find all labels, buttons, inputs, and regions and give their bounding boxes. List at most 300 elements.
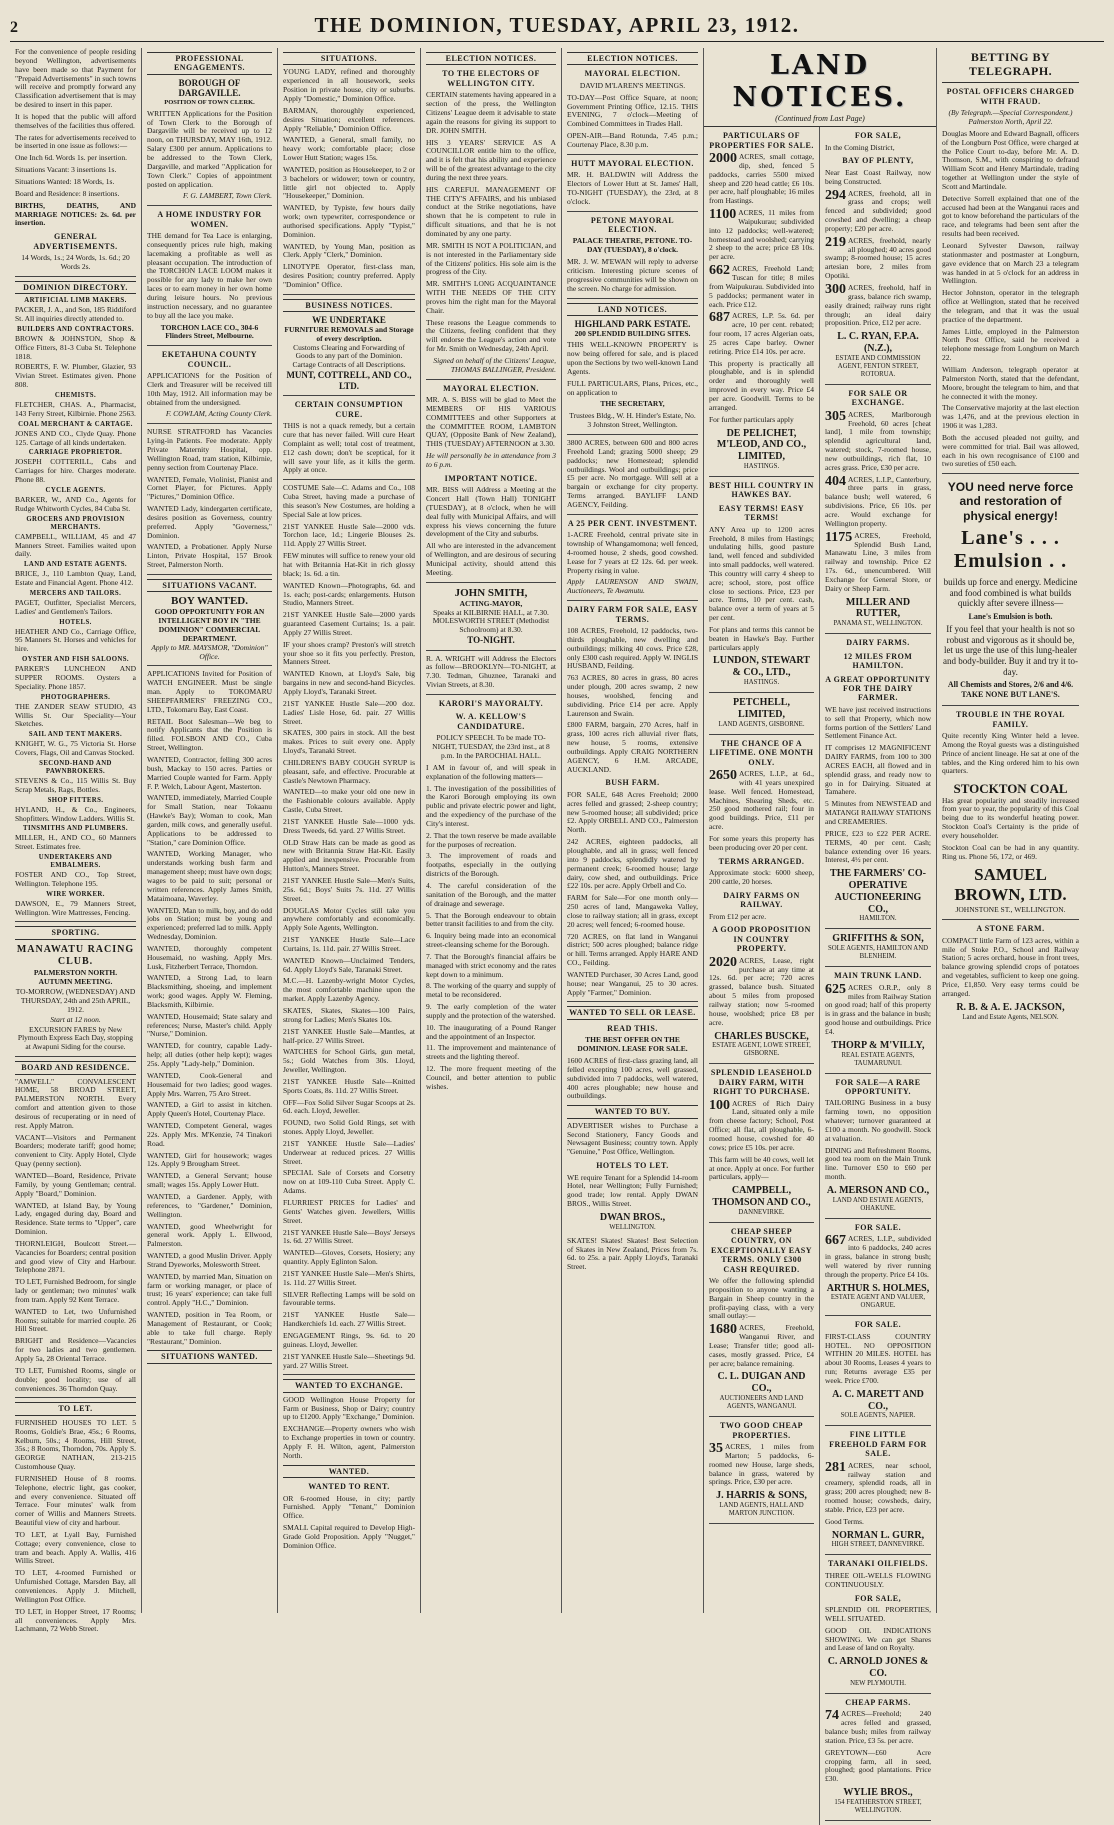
sale-ad: 21ST YANKEE Hustle Sale—Knitted Sports Coats, 8s. 11d. 27 Willis Street. bbox=[283, 1076, 415, 1095]
land-ad bbox=[709, 312, 814, 356]
tolet-title: TO LET. bbox=[15, 1402, 136, 1415]
land-agent-firm bbox=[825, 1656, 931, 1688]
vacant-ad: WANTED, for country, capable Lady-help; all duties (other help kept); wages 25s. Apply "Lady-help," Dominion. bbox=[147, 1041, 272, 1068]
directory-entry: FLETCHER, CHAS. A., Pharmacist, 143 Ferry Street, Kilbirnie. Phone 2563. bbox=[15, 399, 136, 418]
land-ad bbox=[709, 1324, 814, 1368]
wright-notice: R. A. WRIGHT will Address the Electors as follow—BROOKLYN—TO-NIGHT, at 7.30. Tedman, Ghuznee, Taranaki and Vivian Streets, at 8.30. bbox=[426, 653, 556, 690]
general-head: GENERAL ADVERTISEMENTS. bbox=[33, 232, 118, 251]
bush-farm-head: BUSH FARM. bbox=[605, 778, 660, 788]
land-agent-firm bbox=[709, 1490, 814, 1518]
land-section-head: CHEAP SHEEP COUNTRY, ON EXCEPTIONALLY EASY TERMS. ONLY £300 CASH REQUIRED. bbox=[710, 1226, 813, 1274]
land-text: ANY Area up to 1200 acres Freehold, 8 miles from Hastings; undulating hills, good pasture land, well fenced and subdivided into small paddocks, well watered. This country will carry 4 sheep to acre; school, store, post office close to sections. Price, £23 per acre. Terms, 10 per cent. cash, balance over a term of years at 5 per cent. bbox=[709, 524, 814, 623]
land-section-head: CHEAP FARMS. bbox=[845, 1697, 911, 1707]
directory-category: SECOND-HAND AND PAWNBROKERS. bbox=[39, 759, 112, 775]
sale-ad: 21ST YANKEE Hustle Sale—Ladies' Underwear at reduced prices. 27 Willis Street. bbox=[283, 1138, 415, 1166]
land-agent-sub: ESTATE AND COMMISSION AGENT, FENTON STREET, ROTORUA. bbox=[835, 354, 921, 378]
exchange-head: WANTED TO EXCHANGE. bbox=[283, 1379, 415, 1392]
situation-ad: BARMAN, thoroughly experienced, desires Situation; excellent references. Apply "Reliable," Dominion Office. bbox=[283, 105, 415, 133]
lease-head: WANTED TO SELL OR LEASE. bbox=[567, 1006, 698, 1019]
race-club: MANAWATU RACING CLUB. bbox=[16, 943, 135, 967]
wanted-ad: WANTED, a Probationer. Apply Nurse Linton, Private Hospital, 157 Brook Street, Palmerston North. bbox=[147, 542, 272, 570]
land-notices bbox=[704, 48, 937, 1814]
land-agent-firm bbox=[709, 697, 814, 729]
vacant-ad: WANTED, Competent General, wages 22s. Apply Mrs. M'Kenzie, 74 Tinakori Road. bbox=[147, 1121, 272, 1148]
land-text: Near East Coast Railway, now being Constructed. bbox=[825, 167, 931, 186]
exchange-text: GOOD Wellington House Property for Farm or Business, Shop or Dairy; country up to £1200. Apply "Exchange," Dominion. bbox=[283, 1394, 415, 1422]
land-ad-acres: 1175 bbox=[825, 529, 853, 545]
land-agent-sub: SOLE AGENTS, NAPIER. bbox=[840, 1412, 916, 1420]
news-paragraph: William Anderson, telegraph operator at Palmerston North, stated that the defendant, Moore, brought the telegram to him, and that he connected it with the money. bbox=[942, 364, 1079, 401]
policy-item: 3. The improvement of roads and footpaths, especially in the outlying districts of the Borough. bbox=[426, 851, 556, 879]
land-divider bbox=[825, 1693, 931, 1694]
land-section-head: TWO GOOD CHEAP PROPERTIES. bbox=[719, 1421, 803, 1440]
land-agent-name: NORMAN L. GURR, bbox=[831, 1529, 925, 1541]
policy-item: 7. That the Borough's financial affairs be managed with strict economy and the rates kept down to a minimum. bbox=[426, 951, 556, 979]
board-ad: TO LET, Furnished Bedroom, for single lady or gentleman; two minutes' walk from tram. Apply 92 Kent Terrace. bbox=[15, 1277, 136, 1304]
election-head-2: ELECTION NOTICES. bbox=[567, 52, 698, 65]
policy-item: 1. The investigation of the possibilities of the Karori Borough employing its own public and private electric power and light, and the expediency of the purchase of the City's interest. bbox=[426, 783, 556, 828]
land-ad-text: ACRES, freehold, nearly all ploughed; 40 acres good swamp; 8-roomed house; 15 acres artesian bore, 2 miles from Opotiki. bbox=[825, 235, 931, 281]
dairy-head: DAIRY FARM FOR SALE, EASY TERMS. bbox=[567, 605, 698, 624]
laurenson: Apply LAURENSON AND SWAIN, Auctioneers, Te Awamutu. bbox=[567, 577, 698, 596]
land-agent-name: C. L. DUIGAN AND CO., bbox=[717, 1371, 806, 1395]
land-ad-acres: 300 bbox=[825, 282, 846, 297]
directory-entry: PARKER'S LUNCHEON AND SUPPER ROOMS. Oysters a Speciality. Phone 1857. bbox=[15, 664, 136, 691]
vacant-ad: WANTED, Girl for housework; wages 12s. Apply 9 Brougham Street. bbox=[147, 1150, 272, 1169]
maclaren-text: TO-DAY—Post Office Square, at noon; Government Printing Office, 12.15. THIS EVENING, 7 o'clock—Meeting of Combined Committees in Trades Hall. bbox=[567, 92, 698, 129]
acres-3800: 3800 ACRES, between 600 and 800 acres Freehold Land; grazing 5000 sheep; 29 paddocks; new Homestead; splendid outbuildings. Wool and outbuildings; price £5 per acre. No mortgage. Will sell at a bargain or exchange for city property. Terms arranged. BAYLIFF LAND AGENCY, Feilding. bbox=[567, 438, 698, 509]
land-agent-firm bbox=[825, 597, 931, 629]
land-divider bbox=[709, 1222, 814, 1223]
land-ad bbox=[709, 1440, 814, 1487]
directory-category: HOTELS. bbox=[59, 618, 92, 626]
land-agent-firm bbox=[825, 1530, 931, 1550]
land-ad bbox=[825, 529, 931, 594]
columns bbox=[10, 47, 1104, 1814]
open-air-text: OPEN-AIR—Band Rotunda, 7.45 p.m.; Courtenay Place, 8.30 p.m. bbox=[567, 131, 698, 149]
land-ad-acres: 219 bbox=[825, 234, 846, 250]
land-divider bbox=[825, 1073, 931, 1074]
sale-ad: FLURRIEST PRICES for Ladies' and Gents' Watches given. Jewellers, Willis Street. bbox=[283, 1198, 415, 1225]
maclaren-head: DAVID M'LAREN'S MEETINGS. bbox=[579, 80, 686, 90]
land-divider bbox=[709, 692, 814, 693]
board-ad: VACANT—Visitors and Permanent Boarders; moderate tariff; good home; convenient to City. Apply Hotel, Clyde Quay (penny section). bbox=[15, 1132, 136, 1169]
land-ad bbox=[825, 981, 931, 1037]
vacant-ad: WANTED, position in Tea Room, or Management of Restaurant, or Cook; able to take full charge. Reply "Restaurant," Dominion. bbox=[147, 1310, 272, 1346]
land-section-head: FOR SALE, bbox=[854, 131, 902, 141]
land-section-head: FOR SALE—A RARE OPPORTUNITY. bbox=[835, 1077, 921, 1096]
land-section-head: DAIRY FARMS. bbox=[846, 638, 910, 648]
newspaper-title: THE DOMINION, TUESDAY, APRIL 23, 1912. bbox=[314, 13, 800, 38]
stone-text: COMPACT little Farm of 123 acres, within a mile of Stoke P.O., School and Railway Station; 5 acres orchard, house in front trees, balance growing splendid crops of potatoes and vegetables, sufficient to keep one going. Price, £1,850. Very easy terms could be arranged. bbox=[942, 935, 1079, 998]
land-ad bbox=[825, 408, 931, 473]
biss-notice: MR. A. S. BISS will be glad to Meet the MEMBERS OF HIS VARIOUS COMMITTEES and other Supporters at the COMMITTEE ROOM, LAMBTON QUAY, (Opposite Bank of New Zealand), THIS (TUESDAY) AFTERNOON at 3.30. bbox=[426, 395, 556, 449]
sale-ad: 21ST YANKEE Hustle Sale—200 doz. Ladies' Lisle Hose, 6d. pair. 27 Willis Street. bbox=[283, 698, 415, 726]
land-ad-text: ACRES, Freehold, Splendid Bush Land, Manawatu Line, 3 miles from railway and township. Price £2 17s. 6d., unencumbered. Will Exchange for General Store, or Dairy or Sheep Farm. bbox=[825, 530, 931, 593]
land-notices-head: LAND NOTICES. bbox=[567, 303, 698, 316]
vacant-ad: WANTED, good Wheelwright for general work. Apply L. Ellwood, Palmerston. bbox=[147, 1221, 272, 1249]
directory-list bbox=[15, 297, 136, 917]
karori-head: KARORI'S MAYORALTY. bbox=[438, 699, 544, 709]
vacant-ad: WANTED, thoroughly competent Housemaid, no washing. Apply Mrs. Lusk, Fitzherbert Terrace, Thorndon. bbox=[147, 943, 272, 971]
sale-ad: 21ST YANKEE Hustle Sale—Sheetings 9d. yard. 27 Willis Street. bbox=[283, 1351, 415, 1370]
land-text: For some years this property has been producing over 20 per cent. bbox=[709, 833, 814, 852]
land-text: THREE OIL-WELLS FLOWING CONTINUOUSLY. bbox=[825, 1570, 931, 1589]
directory-entry: BRICE, J., 110 Lambton Quay, Land, Estate and Financial Agent. Phone 412. bbox=[15, 569, 136, 588]
land-section-head: PARTICULARS OF PROPERTIES FOR SALE. bbox=[709, 131, 814, 150]
policy-item: 8. The working of the quarry and supply of metal to be reconsidered. bbox=[426, 981, 556, 1000]
farm-sale: FARM for Sale—For one month only—250 acres of land, Mangaweka Valley, close to railway station; all in grass, except 20 acres; well fenced; 6-roomed house. bbox=[567, 893, 698, 929]
dwan-sub: WELLINGTON. bbox=[609, 1223, 656, 1231]
board-ad: BRIGHT and Residence—Vacancies for two ladies and two gentlemen. Apply 5a, 28 Oriental Terrace. bbox=[15, 1336, 136, 1364]
board-ad: WANTED, at Island Bay, by Young Lady, engaged during day, Board and Residence. State terms to "Upper", care Dominion. bbox=[15, 1200, 136, 1237]
directory-category: LAND AND ESTATE AGENTS. bbox=[24, 561, 127, 569]
land-agent-name: CHARLES BUSCKE, bbox=[714, 1030, 809, 1042]
jackson-firm: R. B. & A. E. JACKSON, bbox=[956, 1001, 1065, 1013]
vacant-ad: WANTED, a Girl to assist in kitchen. Apply Queen's Hotel, Courtenay Place. bbox=[147, 1100, 272, 1119]
land-ad bbox=[709, 153, 814, 206]
board-list bbox=[15, 1078, 136, 1394]
directory-entry: DAWSON, E., 79 Manners Street, Wellington. Wire Mattresses, Fencing. bbox=[15, 898, 136, 917]
land-agent-firm bbox=[825, 1787, 931, 1815]
highland-head: HIGHLAND PARK ESTATE. bbox=[574, 318, 691, 329]
sale-ad: WANTED Known—Unclaimed Tenders, 6d. Apply Lloyd's Sale, Taranaki Street. bbox=[283, 955, 415, 974]
nurse-ad: NURSE STRATFORD has Vacancies Lying-in Patients. Fee moderate. Apply Private Maternity Hospital, opp. Wellington Road, tram station, Kilbirnie, penny section from Courtenay Place. bbox=[147, 427, 272, 472]
land-divider bbox=[825, 1218, 931, 1219]
lane-l4: Lane's Emulsion is both. bbox=[968, 611, 1053, 621]
directory-category: SHOP FITTERS. bbox=[47, 796, 104, 804]
sale-ad: 21ST YANKEE Hustle Sale—1000 yds. Dress Tweeds, 6d. yard. 27 Willis Street. bbox=[283, 816, 415, 835]
land-agent-name: CAMPBELL, THOMSON AND CO., bbox=[712, 1185, 811, 1209]
board-ad: TO LET, Furnished Rooms, single or double; good locality; use of all conveniences. 36 Thorndon Quay. bbox=[15, 1365, 136, 1393]
race-meeting bbox=[15, 944, 136, 1052]
directory-category: UNDERTAKERS AND EMBALMERS. bbox=[38, 854, 113, 870]
sale-ad: OLD Straw Hats can be made as good as new with Britannia Straw Hat-Kit. Easily applied and inexpensive. Procurable from Hutton's, Manners Street. bbox=[283, 837, 415, 874]
land-agent-sub: NEW PLYMOUTH. bbox=[850, 1679, 906, 1687]
league-notice: HIS CAREFUL MANAGEMENT OF THE CITY'S AFFAIRS, and his unbiased conduct at the Strike negotiations, have shown that he is competent to rule in difficult situations, and that he is not dominated by any one party. bbox=[426, 184, 556, 238]
land-ad-acres: 35 bbox=[709, 1440, 723, 1456]
land-ad-text: ACRES—Freehold; 240 acres felled and grassed, balance bush; miles from railway station. Price, £3 5s. per acre. bbox=[825, 1709, 931, 1745]
land-text: PRICE, £23 to £22 PER ACRE. TERMS, 40 per cent. Cash; balance extending over 16 years. Interest, 4½ per cent. bbox=[825, 828, 931, 865]
particulars-text: FULL PARTICULARS, Plans, Prices, etc., on application to bbox=[567, 378, 698, 397]
tonight-label: TO-NIGHT. bbox=[467, 635, 515, 646]
directory-category: OYSTER AND FISH SALOONS. bbox=[21, 656, 130, 664]
land-agent-sub: SOLE AGENTS, HAMILTON AND BLENHEIM. bbox=[827, 945, 929, 961]
land-section-head: FINE LITTLE FREEHOLD FARM FOR SALE. bbox=[829, 1430, 927, 1459]
petone-head: PETONE MAYORAL ELECTION. bbox=[590, 215, 675, 235]
land-ad-text: ACRES, 1 miles from Marton; 5 paddocks, 6-roomed new House, large sheds, balance in grass, watered by springs. Price, £30 per acre. bbox=[709, 1441, 814, 1487]
directory-entry: PACKER, J. A., and Son, 185 Riddiford St. All inquiries directly attended to. bbox=[15, 305, 136, 324]
home-industry-sig: TORCHON LACE CO., 304-6 Flinders Street, Melbourne. bbox=[160, 322, 259, 341]
league-notice: MR. SMITH'S LONG ACQUAINTANCE WITH THE NEEDS OF THE CITY proves him the right man for the Mayoral Chair. bbox=[426, 279, 556, 315]
customs-text: Customs Clearing and Forwarding of Goods to any part of the Dominion. Cartage Contracts of all Descriptions. bbox=[292, 342, 406, 370]
land-divider bbox=[825, 966, 931, 967]
borough-name: BOROUGH OF DARGAVILLE. bbox=[178, 77, 241, 99]
sale-ad: WANTED—to make your old one new in the Fashionable colours available. Apply Castle, Cuba Street. bbox=[283, 787, 415, 815]
column-professional bbox=[142, 48, 278, 1613]
dwan-firm: DWAN BROS., bbox=[599, 1211, 666, 1223]
land-section-head: BEST HILL COUNTRY IN HAWKES BAY. bbox=[709, 480, 814, 500]
land-agent-firm bbox=[709, 1371, 814, 1411]
land-text: In the Coming District, bbox=[825, 142, 895, 152]
land-ad-acres: 281 bbox=[825, 1459, 846, 1475]
land-ad-text: ACRES, L.I.P., Canterbury, three parts in grass, balance bush; well watered, 6 subdivisions. Price, £6 10s. per acre. Would exchange for Wellington property. bbox=[825, 474, 931, 528]
rent-text-2: SMALL Capital required to Develop High-Grade Gold Proposition. Apply "Nugget," Dominion Office. bbox=[283, 1523, 415, 1550]
sale-ad: SPECIAL Sale of Corsets and Corsetry now on at 109-110 Cuba Street. Apply C. Adams. bbox=[283, 1168, 415, 1196]
land-ad-text: ACRES of Rich Dairy Land, situated only a mile from cheese factory; School, Post Office; all flat, all ploughable, 6-roomed house, cowshed for 40 cows; price £5 10s. per acre. bbox=[709, 1098, 814, 1152]
stockton-text: Has great popularity and steadily increased from year to year, the popularity of this Coal being due to its wonderful heating power. Stockton Coal's Certainty is the pride of every householder. bbox=[942, 795, 1079, 840]
land-divider bbox=[825, 1554, 931, 1555]
land-ad bbox=[825, 234, 931, 281]
lane-l3: builds up force and energy. Medicine and food combined is what builds quickly after severe illness— bbox=[943, 576, 1078, 609]
land-ad-text: ACRES, Freehold Land; Tuscan for title; 8 miles from Waipukurau. Subdivided into 5 paddocks; permanent water in each. Price £12. bbox=[709, 264, 814, 309]
land-ad-acres: 404 bbox=[825, 473, 846, 489]
land-agent-sub: HAMILTON. bbox=[859, 915, 897, 923]
land-text: Good Terms. bbox=[825, 1516, 864, 1526]
land-section-head: MAIN TRUNK LAND. bbox=[834, 971, 922, 981]
wanted-head: SITUATIONS WANTED. bbox=[147, 1350, 272, 1363]
royal-head: TROUBLE IN THE ROYAL FAMILY. bbox=[956, 710, 1065, 729]
sale-ad: SKATES, Skates, Skates—100 Pairs, strong for Ladies; Men's Skates 10s. bbox=[283, 1005, 415, 1024]
general-rates: 14 Words, 1s.; 24 Words, 1s. 6d.; 20 Words 2s. bbox=[21, 253, 130, 271]
situations-head: SITUATIONS. bbox=[283, 52, 415, 65]
policy-item: 9. The early completion of the water supply and the protection of the watershed. bbox=[426, 1002, 556, 1020]
directory-entry: BROWN & JOHNSTON, Shop & Office Fitters, 81-3 Cuba St. Telephone 1818. bbox=[15, 333, 136, 361]
land-ad-text: ACRES, 11 miles from Waipukurau; subdivided into 12 paddocks; well-watered; homestead and woolshed; carrying 2 sheep to the acre; price £8 10s. per acre. bbox=[709, 208, 814, 262]
land-ad bbox=[825, 1235, 931, 1279]
sale-ad: 21ST YANKEE Hustle Sale—2000 yards guaranteed Casement Curtains; 1s. a pair. Apply 27 Willis Street. bbox=[283, 610, 415, 637]
situation-ad: WANTED, by Young Man, position as Clerk. Apply "Clerk," Dominion. bbox=[283, 241, 415, 260]
vacant-ad: RETAIL Boot Salesman—We beg to notify Applicants that the Position is filled. FOLSBON AND CO., Cuba Street, Wellington. bbox=[147, 716, 272, 753]
land-ad-acres: 625 bbox=[825, 981, 846, 997]
ewan-800: £800 FARM, bargain, 270 Acres, half in grass, 100 acres rich alluvial river flats, new house, 5 rooms, extensive outbuildings. Apply CRAIG NORTHERN AGENCY, 6 H.M. ARCADE, AUCKLAND. bbox=[567, 720, 698, 774]
professional-head: PROFESSIONAL ENGAGEMENTS. bbox=[147, 52, 272, 75]
wellknown-text: THIS WELL-KNOWN PROPERTY is now being offered for sale, and is placed upon the Sections by two well-known Land Agents. bbox=[567, 340, 698, 376]
boy-wanted-apply: Apply to MR. MAYSMOR, "Dominion" Office. bbox=[151, 642, 268, 661]
smith-sub: ACTING-MAYOR, bbox=[459, 598, 523, 608]
land-ad-text: ACRES, freehold, half in grass, balance rich swamp, easily drained; railway runs right through; an ideal dairy proposition. Price, £12 per acre. bbox=[825, 283, 931, 328]
county-head: EKETAHUNA COUNTY COUNCIL. bbox=[161, 350, 258, 369]
land-text: GOOD OIL INDICATIONS SHOWING. We can get Shares and Lease of land on Royalty. bbox=[825, 1625, 931, 1653]
sale-ad: SKATES, 300 pairs in stock. All the best makes. Prices to suit every one. Apply Lloyd's, Taranaki Street. bbox=[283, 728, 415, 756]
vacant-ad: APPLICATIONS Invited for Position of WATCH ENGINEER. Must be single man. Apply to TOKOMARU SHEEPFARMERS' FREEZING CO., LTD., Tokomaru Bay, East Coast. bbox=[147, 669, 272, 714]
land-ad-text: ACRES, Lease, right purchase at any time at 12s. 6d. per acre; 720 acres grassed, balance bush. Situated about 5 miles from proposed railway station; now 5-roomed house, woolshed; price £8 per acre. bbox=[709, 955, 814, 1027]
directory-entry: HYLAND, H., & Co., Engineers, Shopfitters. Window Ladders. Willis St. bbox=[15, 804, 136, 823]
land-ad-acres: 662 bbox=[709, 263, 730, 279]
smith-head: JOHN SMITH, bbox=[454, 586, 528, 599]
sale-ad: 21ST YANKEE Hustle Sale—Men's Suits, 25s. 6d.; Boys' Suits 7s. 11d. 27 Willis Street. bbox=[283, 876, 415, 903]
land-agent-sub: REAL ESTATE AGENTS, TAUMARUNUI. bbox=[841, 1051, 915, 1067]
league-notice: MR. SMITH IS NOT A POLITICIAN, and is not interested in the Parliamentary side of the Citizens' politics. His sole aim is the progress of the City. bbox=[426, 240, 556, 277]
page-number: 2 bbox=[10, 19, 18, 37]
land-agent-firm bbox=[825, 1283, 931, 1311]
land-ad bbox=[709, 209, 814, 262]
policy-item: 2. That the town reserve be made available for the purposes of recreation. bbox=[426, 830, 556, 849]
land-ad-text: ACRES, small cottage, dip, shed, fenced 5 paddocks, carries 5500 mixed sheep and 220 head cattle; £6 10s. per acre, half ploughable; 16 miles from Hastings. bbox=[709, 152, 814, 206]
tolet-ad: TO LET, in Hopper Street, 17 Rooms; all conveniences. Apply Mrs. Lachmann, 72 Webb Street. bbox=[15, 1606, 136, 1634]
land-section-head: FOR SALE. bbox=[854, 1222, 902, 1232]
sale-ad: 21ST YANKEE Hustle Sale—Mantles, at half-price. 27 Willis Street. bbox=[283, 1026, 415, 1045]
land-ad-acres: 2000 bbox=[709, 151, 737, 167]
sites-head: 200 SPLENDID BUILDING SITES. bbox=[574, 328, 691, 338]
land-agent-firm bbox=[825, 868, 931, 923]
acres-1600: 1600 ACRES of first-class grazing land, all felled excepting 100 acres, well grassed, subdivided into 7 paddocks, well watered, 400 acres ploughable; new house and outbuildings. bbox=[567, 1056, 698, 1101]
land-text: IT comprises 12 MAGNIFICENT DAIRY FARMS, from 100 to 300 ACRES EACH, all flowed and in splendid grass, and ready now to go in for Dairying. Situated at Tamahere. bbox=[825, 743, 931, 797]
public-note: It is hoped that the public will afford themselves of the facilities thus offered. bbox=[15, 111, 136, 130]
directory-entry: PAGET, Outfitter, Specialist Mercers, Ladies' and Gentlemen's Tailors. bbox=[15, 597, 136, 616]
vacant-ad: WANTED, Housemaid; State salary and references; Nurse, Master's child. Apply "Nurse," Dominion. bbox=[147, 1011, 272, 1039]
land-section-head: TARANAKI OILFIELDS. bbox=[827, 1559, 929, 1569]
directory-entry: JONES AND CO., Clyde Quay. Phone 125. Cartage of all kinds undertaken. bbox=[15, 428, 136, 447]
land-ad-text: ACRES, near school, railway station and creamery, splendid roads, all in grass; 200 acres ploughed; new 8-roomed house; cowsheds, dairy, stable. Price, £23 per acre. bbox=[825, 1460, 931, 1514]
policy-item: 6. Inquiry being made into an economical street-cleansing scheme for the Borough. bbox=[426, 931, 556, 950]
wanted-head-c3: WANTED. bbox=[283, 1465, 415, 1478]
land-divider bbox=[825, 633, 931, 634]
land-ad-acres: 2020 bbox=[709, 954, 737, 970]
petone-text: PALACE THEATRE, PETONE. TO-DAY (TUESDAY), 8 o'clock. bbox=[572, 236, 693, 255]
land-text: This property is practically all ploughable, and is in splendid order and thoroughly well improved in every way. Price £4 per acre. Goodwill. Terms to be arranged. bbox=[709, 358, 814, 412]
land-divider bbox=[709, 1063, 814, 1064]
land-agent-sub: LAND AGENTS, HALL AND MARTON JUNCTION. bbox=[719, 1501, 804, 1517]
land-agent-name: WYLIE BROS., bbox=[843, 1787, 913, 1799]
stockton-ad bbox=[942, 781, 1079, 914]
land-right-column bbox=[820, 127, 936, 1825]
directory-entry: FOSTER AND CO., Top Street, Wellington. Telephone 195. bbox=[15, 870, 136, 888]
land-ad bbox=[825, 1459, 931, 1515]
acres-763: 763 ACRES, 80 acres in grass, 80 acres under plough, 200 acres swamp, 2 new houses, woolshed, fencing and subdividing. Price £14 per acre. Apply Laurenson and Swain. bbox=[567, 673, 698, 718]
vacant-ad: WANTED, Working Manager, who understands working bush farm and management sheep; must have own dogs; wages to be paid to suit; personal or written references. Apply James Smith, Mataimoana, Waverley. bbox=[147, 849, 272, 903]
land-ad bbox=[825, 473, 931, 529]
land-ad bbox=[825, 1710, 931, 1745]
election-head: ELECTION NOTICES. bbox=[426, 52, 556, 65]
land-text: WE have just received instructions to sell that Property, which now forms portion of the Settlers' Land Settlement Finance Act. bbox=[825, 704, 931, 741]
land-divider bbox=[825, 928, 931, 929]
news-paragraph: Douglas Moore and Edward Bagnall, officers of the Longburn Post Office, were charged at the Police Court to-day, before Mr. A. D. Thomson, S.M., with conspiring to defraud William Scott and Henry Martindale, trading together at Wellington under the style of Scott and Martindale. bbox=[942, 128, 1079, 191]
sale-ad: COSTUME Sale—C. Adams and Co., 108 Cuba Street, having made a purchase of this season's New Costumes, are holding a Special Sale at low prices. bbox=[283, 483, 415, 519]
land-divider bbox=[825, 384, 931, 385]
munt-firm: MUNT, COTTRELL, AND CO., LTD. bbox=[286, 370, 412, 391]
land-agent-name: MILLER AND RUTTER, bbox=[845, 596, 911, 620]
cure-text: THIS is not a quack remedy, but a certain cure that has never failed. Will cure Heart Complaint as well; total cost of treatment, £12 cash down; don't be sceptical, for it will save your life, as it kills the germ. Apply at once. bbox=[283, 421, 415, 475]
masthead bbox=[10, 8, 1104, 42]
land-ad-text: ACRES, L.P. 5s. 6d. per acre, 10 per cent. rebated; four room, 17 acres Algerian oats, 25 acres Cape barley. Owner retiring. Price £14 10s. per acre. bbox=[709, 311, 814, 356]
rates-list bbox=[15, 154, 136, 198]
land-agent-sub: AUCTIONEERS AND LAND AGENTS, WANGANUI. bbox=[719, 1395, 804, 1411]
land-divider bbox=[709, 734, 814, 735]
sale-ad: WANTED Known—Photographs, 6d. and 1s. each; post-cards; enlargements. Hutson Studio, Manners Street. bbox=[283, 580, 415, 608]
land-ad bbox=[709, 954, 814, 1028]
land-divider bbox=[709, 476, 814, 477]
directory-category: SAIL AND TENT MAKERS. bbox=[28, 731, 123, 739]
tolet-ad: FURNISHED House of 8 rooms. Telephone, electric light, gas cooker, and every convenience. Situated off Terrace. Four minutes' walk from corner of Willis and Manners Streets. Beautiful view of city and harbour. bbox=[15, 1473, 136, 1528]
land-section-head: FOR SALE. bbox=[854, 1320, 902, 1330]
policy-item: 4. The careful consideration of the sanitation of the Borough, and the matter of drainage and sewerage. bbox=[426, 880, 556, 908]
guarantee-text: 1-ACRE Freehold, central private site in township of Whangamomona; well fenced, 4-roomed house, 2 sheds, good cowshed. Lease for 7 years at £2 12s. 6d. per week. Property rising in value. bbox=[567, 530, 698, 575]
rate-item: One Inch 6d. Words 1s. per insertion. bbox=[15, 153, 127, 163]
land-ad-acres: 1100 bbox=[709, 207, 737, 223]
land-section-head: SPLENDID LEASEHOLD DAIRY FARM, WITH RIGHT TO PURCHASE. bbox=[710, 1068, 813, 1097]
directory-entry: CAMPBELL, WILLIAM, 45 and 47 Manners Street. Families waited upon daily. bbox=[15, 531, 136, 559]
directory-title: DOMINION DIRECTORY. bbox=[15, 281, 136, 294]
biss-meeting: MR. BISS will Address a Meeting at the Concert Hall (Town Hall) TONIGHT (TUESDAY), at 8 o'clock, when he will deal fully with Municipal Affairs, and will express his views concerning the future development of the City and suburbs. bbox=[426, 485, 556, 539]
land-text: For plans and terms this cannot be beaten in Hawke's Bay. Further particulars apply bbox=[709, 624, 814, 652]
land-ad-acres: 100 bbox=[709, 1097, 730, 1113]
land-agent-name: LUNDON, STEWART & CO., LTD., bbox=[713, 655, 810, 679]
acres-108: 108 ACRES, Freehold, 12 paddocks, two-thirds ploughable, new dwelling and outbuildings; milking 40 cows. Price £28, only £300 cash required. Apply W. INGLIS HUSBAND, Feilding. bbox=[567, 625, 698, 671]
boy-wanted-text: GOOD OPPORTUNITY FOR AN INTELLIGENT BOY IN "THE DOMINION" COMMERCIAL DEPARTMENT. bbox=[154, 607, 265, 643]
read-text: THE BEST OFFER ON THE DOMINION. LEASE FOR SALE. bbox=[577, 1035, 688, 1054]
land-text: For further particulars apply bbox=[709, 414, 794, 424]
policy-item: I AM in favour of, and will speak in explanation of the following matters— bbox=[426, 762, 556, 781]
land-ad-acres: 1680 bbox=[709, 1322, 737, 1338]
land-text: From £12 per acre. bbox=[709, 911, 767, 921]
trustee: Trustees Bldg., W. H. Hinder's Estate, No. 3 Johnston Street, Wellington. bbox=[569, 411, 696, 430]
position-name: POSITION OF TOWN CLERK. bbox=[164, 99, 255, 107]
race-dates: TO-MORROW, (WEDNESDAY) AND THURSDAY, 24th and 25th APRIL, 1912. bbox=[15, 987, 136, 1014]
advertiser-text: ADVERTISER wishes to Purchase a Second Stationery, Fancy Goods and Newsagent Business; country town. Apply "Genuine," Post Office, Wellington. bbox=[567, 1120, 698, 1157]
hutt-head: HUTT MAYORAL ELECTION. bbox=[571, 158, 694, 168]
board-ad: THORNLEIGH, Boulcott Street.—Vacancies for Boarders; central position and good view of City and Harbour. Telephone 2871. bbox=[15, 1238, 136, 1275]
tolet-ad: TO LET, 4-roomed Furnished or Unfurnished Cottage, Marsden Bay, all conveniences. Apply J. Mitchell, Wellington Post Office. bbox=[15, 1568, 136, 1604]
land-divider bbox=[825, 1425, 931, 1426]
home-industry-text: THE demand for Tea Lace is enlarging, consequently prices rule high, making lacemaking a profitable as well as pleasant occupation. The introduction of the TORCHON LACE LOOM makes it possible for any lady to make her own laces or to earn money in her own home during leisure hours. No previous instruction necessary, and no guarantee to buy all the lace you make. bbox=[147, 231, 272, 320]
lane-l7: TAKE NONE BUT LANE'S. bbox=[961, 689, 1060, 699]
directory-category: ARTIFICIAL LIMB MAKERS. bbox=[24, 297, 127, 305]
land-agent-firm bbox=[825, 331, 931, 379]
land-ad bbox=[709, 770, 814, 832]
mcewan-text: MR. J. W. M'EWAN will reply to adverse criticism. Interesting picture scenes of progressive communities will be shown on the screen. No charge for admission. bbox=[567, 257, 698, 293]
land-agent-sub: 154 FEATHERSTON STREET, WELLINGTON. bbox=[834, 1798, 922, 1814]
directory-category: WIRE WORKER. bbox=[46, 890, 105, 898]
directory-entry: MILLER, H., AND CO., 60 Manners Street. Estimates free. bbox=[15, 833, 136, 852]
sale-ad: OFF—Fox Solid Silver Sugar Scoops at 2s. 6d. each. Lloyd, Jeweller. bbox=[283, 1097, 415, 1116]
column-classifieds bbox=[10, 47, 142, 1634]
lane-l6: All Chemists and Stores, 2/6 and 4/6. bbox=[947, 680, 1074, 690]
land-section-head: DAIRY FARMS ON RAILWAY. bbox=[723, 890, 800, 910]
column-news bbox=[937, 48, 1084, 1613]
sale-ad: FOUND, two Solid Gold Rings, set with stones. Apply Lloyd, Jeweller. bbox=[283, 1118, 415, 1137]
land-agent-sub: ESTATE AGENT AND VALUER, ONGARUE. bbox=[830, 1294, 926, 1310]
land-ad-acres: 294 bbox=[825, 187, 846, 203]
policy-item: 12. The more frequent meeting of the Council, and better attention to public wishes. bbox=[426, 1064, 556, 1091]
sale-ad: 21ST YANKEE Hustle Sale—2000 vds. Torchon lace, 1d.; Lingerie Blouses 2s. 11d. Apply 27 Willis Street. bbox=[283, 521, 415, 549]
mayoral-head: MAYORAL ELECTION. bbox=[443, 383, 539, 393]
hotels-text: WE require Tenant for a Splendid 14-room Hotel, near Wellington; Fully Furnished; good trade; low rental. Apply DWAN BROS., Willis Street. bbox=[567, 1172, 698, 1209]
land-ad-text: ACRES, Freehold, Wanganui River, and Lease; Transfer title; good all-cases, mostly grassed. Price, £4 per acre; balance remaining. bbox=[709, 1323, 814, 1368]
read-head: READ THIS. bbox=[607, 1023, 658, 1033]
baldwin-text: MR. H. BALDWIN will Address the Electors of Lower Hutt at St. James' Hall, TO-NIGHT (TUESDAY), the 23rd, at 8 o'clock. bbox=[567, 170, 698, 206]
kellow-head: W. A. KELLOW'S CANDIDATURE. bbox=[455, 712, 527, 731]
policy-item: 10. The inaugurating of a Pound Ranger and the appointment of an Inspector. bbox=[426, 1022, 556, 1041]
sale-ad: CHILDREN'S BABY COUGH SYRUP is pleasant, safe, and effective. Procurable at Castle's Newtown Pharmacy. bbox=[283, 757, 415, 785]
directory-entry: JOSEPH COTTERILL, Cabs and Carriages for hire. Charges moderate. Phone 88. bbox=[15, 457, 136, 485]
land-agent-name: PETCHELL, LIMITED, bbox=[733, 697, 790, 720]
land-agent-sub: LAND AND ESTATE AGENTS, OHAKUNE. bbox=[832, 1196, 924, 1212]
league-notice: These reasons the League commends to the Citizens, feeling confident that they will endorse the League's action and vote for Mr. Smith on Wednesday, 24th April. bbox=[426, 317, 556, 354]
vacant-ad: WANTED, a good Muslin Driver. Apply Strand Dyeworks, Molesworth Street. bbox=[147, 1251, 272, 1269]
land-ad-text: ACRES O.R.P., only 8 miles from Railway Station on good road; half of this property is in grass and the balance in bush; good house and outbuildings. Price £4. bbox=[825, 982, 931, 1036]
land-agent-firm bbox=[825, 1185, 931, 1213]
smith-place: Speaks at KILBIRNIE HALL, at 7.30. MOLESWORTH STREET (Methodist Schoolroom) at 8.30. bbox=[432, 607, 550, 635]
directory-category: PHOTOGRAPHERS. bbox=[40, 693, 111, 701]
sale-ad: WATCHES for School Girls, gun metal, 5s.; Gold Watches from 30s. Lloyd, Jeweller, Wellington. bbox=[283, 1047, 415, 1075]
land-agent-name: J. HARRIS & SONS, bbox=[716, 1490, 807, 1502]
land-agent-sub: ESTATE AGENT, LOWE STREET, GISBORNE. bbox=[712, 1042, 811, 1058]
land-text: FIRST-CLASS COUNTRY HOTEL. NO OPPOSITION WITHIN 20 MILES. HOTEL has about 30 Rooms, Leases 4 years to run; Returns average £35 per week. Price £700. bbox=[825, 1331, 931, 1385]
land-agent-sub: PANAMA ST., WELLINGTON. bbox=[833, 620, 923, 628]
vacant-ad: WANTED, a General Servant; house small; wages 15s. Apply Lower Hutt. bbox=[147, 1171, 272, 1190]
samuel-brown-addr: JOHNSTONE ST., WELLINGTON. bbox=[955, 904, 1066, 914]
